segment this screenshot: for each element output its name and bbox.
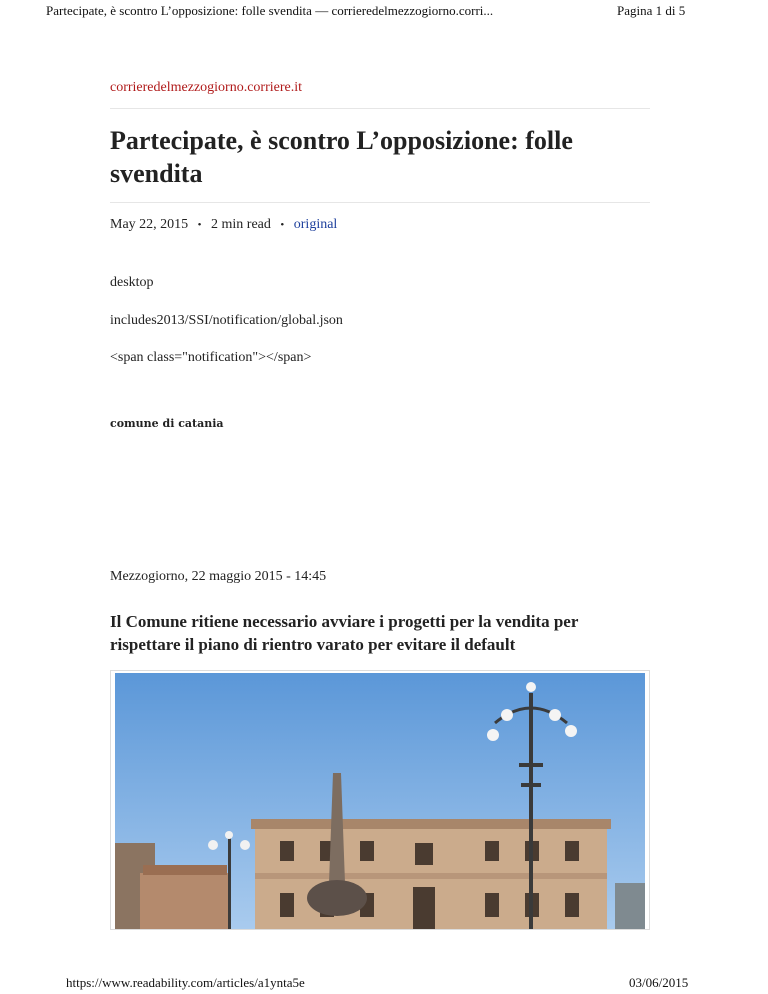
article-headline: Partecipate, è scontro L’opposizione: folle svendita [110,126,573,188]
article-read-time: 2 min read [211,217,271,232]
article-photo [110,670,650,930]
article-meta [110,217,337,233]
print-footer-date: 03/06/2015 [629,975,689,990]
print-footer [0,970,768,992]
paragraph-includes-path: includes2013/SSI/notification/global.json [110,313,343,328]
article-subheadline: Il Comune ritiene necessario avviare i progetti per la vendita per rispettare il piano di rientro varato per evitare il default [110,612,579,654]
paragraph-desktop: desktop [110,275,154,290]
article-date: May 22, 2015 [110,217,189,232]
headline-divider [110,202,650,203]
meta-separator: • [280,219,285,231]
catania-city-hall-photo [115,673,645,929]
print-header [0,0,768,22]
meta-separator: • [197,219,202,231]
source-domain-link[interactable]: corrieredelmezzogiorno.corriere.it [110,80,303,95]
paragraph-comune-label: comune di catania [110,417,224,430]
print-header-title: Partecipate, è scontro L’opposizione: folle svendita — corrieredelmezzogiorno.corri... [46,3,494,18]
paragraph-span-markup: <span class="notification"></span> [110,350,312,365]
print-footer-url: https://www.readability.com/articles/a1ynta5e [66,975,305,990]
header-divider [110,108,650,109]
article-dateline: Mezzogiorno, 22 maggio 2015 - 14:45 [110,569,327,584]
original-link[interactable]: original [293,217,338,232]
print-header-page-number: Pagina 1 di 5 [617,3,686,18]
